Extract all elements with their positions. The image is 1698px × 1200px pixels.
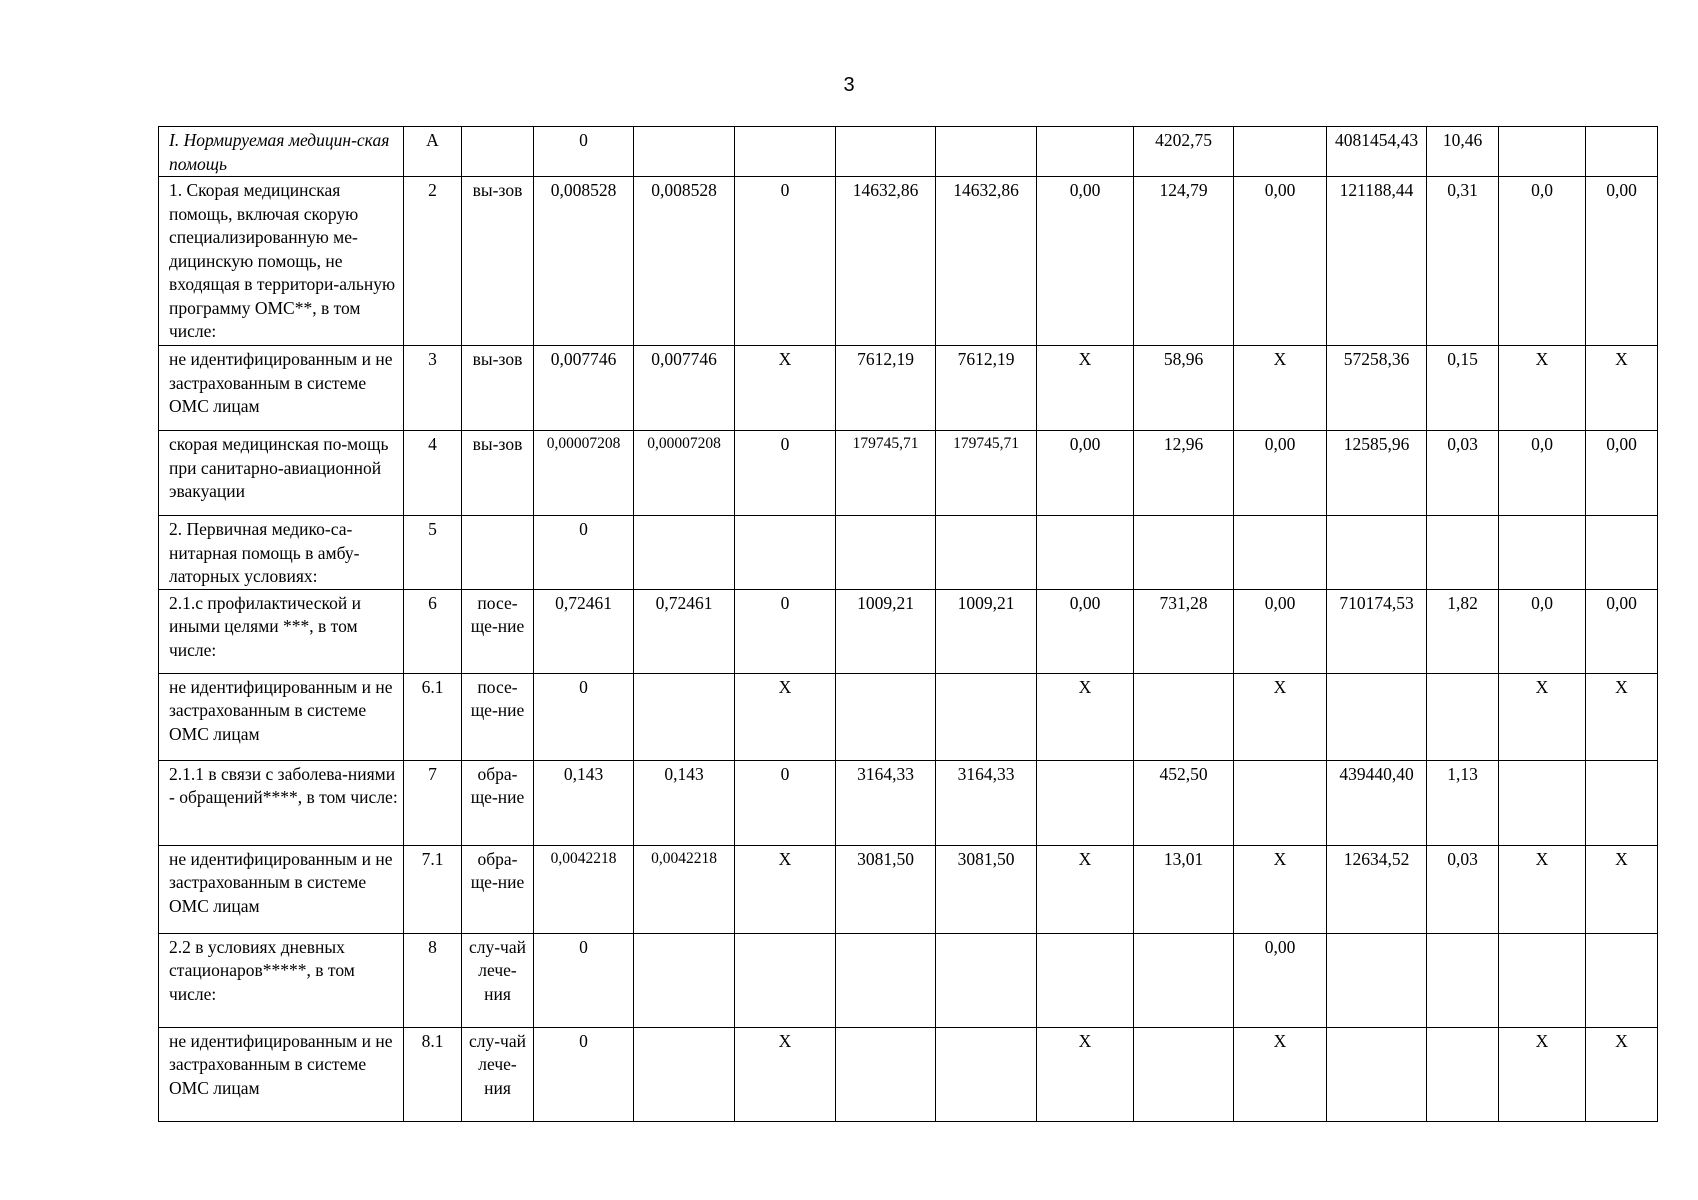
cell	[1134, 516, 1234, 590]
cell	[1327, 516, 1427, 590]
cell: 0,00	[1234, 431, 1327, 516]
row-unit: обра-ще-ние	[462, 845, 534, 933]
cell: 12,96	[1134, 431, 1234, 516]
cell: 58,96	[1134, 346, 1234, 431]
cell	[1586, 933, 1658, 1027]
cell: Х	[1037, 346, 1134, 431]
cell: 121188,44	[1327, 177, 1427, 346]
row-name: 2.1.1 в связи с заболева-ниями - обращений****, в том числе:	[159, 760, 404, 845]
cell: 12585,96	[1327, 431, 1427, 516]
cell: 57258,36	[1327, 346, 1427, 431]
cell: 7612,19	[836, 346, 936, 431]
cell: 7612,19	[936, 346, 1037, 431]
cell: 439440,40	[1327, 760, 1427, 845]
cell: 0	[735, 177, 836, 346]
cell	[1586, 760, 1658, 845]
row-unit	[462, 516, 534, 590]
cell	[936, 933, 1037, 1027]
row-code: 6.1	[404, 673, 462, 760]
table-row	[159, 1027, 1658, 1121]
row-unit: посе-ще-ние	[462, 589, 534, 673]
cell: 12634,52	[1327, 845, 1427, 933]
row-name: I. Нормируемая медицин-ская помощь	[159, 127, 404, 177]
cell: 0,00	[1586, 431, 1658, 516]
cell: 0,007746	[534, 346, 634, 431]
row-name: не идентифицированным и не застрахованным в системе ОМС лицам	[159, 346, 404, 431]
cell	[1234, 127, 1327, 177]
cell: 3164,33	[836, 760, 936, 845]
cell	[1427, 933, 1499, 1027]
cell: 0,00	[1586, 177, 1658, 346]
cell: 731,28	[1134, 589, 1234, 673]
page-number: 3	[843, 74, 855, 96]
row-code: 7.1	[404, 845, 462, 933]
cell	[1586, 127, 1658, 177]
cell	[1037, 516, 1134, 590]
cell	[1499, 933, 1586, 1027]
cell	[634, 516, 735, 590]
cell: 0	[735, 431, 836, 516]
cell: Х	[1234, 673, 1327, 760]
cell	[936, 127, 1037, 177]
table-row	[159, 177, 1658, 346]
cell: 3081,50	[836, 845, 936, 933]
cell: Х	[1499, 1027, 1586, 1121]
cell	[1499, 760, 1586, 845]
cell	[936, 673, 1037, 760]
volume-cost-table	[158, 126, 1658, 1122]
row-name: скорая медицинская по-мощь при санитарно-авиационной эвакуации	[159, 431, 404, 516]
cell: 4081454,43	[1327, 127, 1427, 177]
cell	[836, 673, 936, 760]
cell: Х	[1586, 673, 1658, 760]
cell: 0,143	[534, 760, 634, 845]
cell: 0	[534, 1027, 634, 1121]
cell: 0	[735, 589, 836, 673]
table-row	[159, 589, 1658, 673]
cell	[1427, 1027, 1499, 1121]
table-row	[159, 516, 1658, 590]
cell: 0,0042218	[534, 845, 634, 933]
row-unit	[462, 127, 534, 177]
cell: 0,00	[1234, 933, 1327, 1027]
cell: 0,0	[1499, 589, 1586, 673]
cell: 3081,50	[936, 845, 1037, 933]
cell: Х	[735, 346, 836, 431]
table-row	[159, 431, 1658, 516]
row-name: не идентифицированным и не застрахованным в системе ОМС лицам	[159, 845, 404, 933]
cell	[936, 1027, 1037, 1121]
cell: 10,46	[1427, 127, 1499, 177]
cell: Х	[1037, 845, 1134, 933]
cell: 710174,53	[1327, 589, 1427, 673]
cell	[1037, 760, 1134, 845]
row-unit: вы-зов	[462, 177, 534, 346]
cell: 452,50	[1134, 760, 1234, 845]
cell	[735, 127, 836, 177]
cell: Х	[735, 1027, 836, 1121]
cell: 0,0042218	[634, 845, 735, 933]
cell	[735, 516, 836, 590]
cell: 0	[534, 127, 634, 177]
row-code: 8.1	[404, 1027, 462, 1121]
cell: Х	[1586, 845, 1658, 933]
row-unit: посе-ще-ние	[462, 673, 534, 760]
cell	[1427, 516, 1499, 590]
cell: 1,13	[1427, 760, 1499, 845]
cell	[1134, 933, 1234, 1027]
cell: 0,008528	[634, 177, 735, 346]
cell	[1037, 933, 1134, 1027]
cell: 14632,86	[836, 177, 936, 346]
cell: 179745,71	[936, 431, 1037, 516]
row-unit: вы-зов	[462, 346, 534, 431]
row-name: 1. Скорая медицинская помощь, включая скорую специализированную ме-дицинскую помощь, не входящая в территори-альную программу ОМС**, в том числе:	[159, 177, 404, 346]
table-row	[159, 127, 1658, 177]
row-code: 3	[404, 346, 462, 431]
cell: 1009,21	[936, 589, 1037, 673]
cell: 0,00	[1234, 589, 1327, 673]
cell: Х	[1586, 1027, 1658, 1121]
cell	[1234, 760, 1327, 845]
cell: Х	[1234, 845, 1327, 933]
row-code: 4	[404, 431, 462, 516]
cell	[1327, 933, 1427, 1027]
cell	[836, 516, 936, 590]
cell: 0,00	[1037, 431, 1134, 516]
cell: 0,00007208	[634, 431, 735, 516]
cell	[1327, 673, 1427, 760]
cell	[1499, 127, 1586, 177]
cell: Х	[1499, 845, 1586, 933]
cell	[1427, 673, 1499, 760]
cell	[836, 127, 936, 177]
cell: Х	[1037, 1027, 1134, 1121]
cell	[634, 933, 735, 1027]
cell: 0,0	[1499, 177, 1586, 346]
row-code: 7	[404, 760, 462, 845]
row-name: не идентифицированным и не застрахованным в системе ОМС лицам	[159, 1027, 404, 1121]
cell: Х	[735, 845, 836, 933]
cell: 3164,33	[936, 760, 1037, 845]
cell: 0,03	[1427, 431, 1499, 516]
cell	[1586, 516, 1658, 590]
table-row	[159, 673, 1658, 760]
cell	[1234, 516, 1327, 590]
row-unit: слу-чай лече-ния	[462, 1027, 534, 1121]
row-unit: вы-зов	[462, 431, 534, 516]
cell: 1,82	[1427, 589, 1499, 673]
row-name: 2.2 в условиях дневных стационаров*****, в том числе:	[159, 933, 404, 1027]
cell: Х	[1234, 1027, 1327, 1121]
cell: 0,00	[1037, 589, 1134, 673]
table-row	[159, 760, 1658, 845]
cell: Х	[1499, 346, 1586, 431]
cell: 0,00	[1037, 177, 1134, 346]
cell: 0,008528	[534, 177, 634, 346]
cell: 0,15	[1427, 346, 1499, 431]
cell	[1327, 1027, 1427, 1121]
table-row	[159, 845, 1658, 933]
cell	[836, 1027, 936, 1121]
cell	[936, 516, 1037, 590]
cell	[1134, 1027, 1234, 1121]
cell	[634, 1027, 735, 1121]
cell: Х	[1499, 673, 1586, 760]
cell: 0,31	[1427, 177, 1499, 346]
cell: Х	[735, 673, 836, 760]
cell: Х	[1586, 346, 1658, 431]
cell: 0,72461	[634, 589, 735, 673]
cell: 0,007746	[634, 346, 735, 431]
cell	[836, 933, 936, 1027]
cell: 0,00	[1234, 177, 1327, 346]
row-code: 8	[404, 933, 462, 1027]
cell	[735, 933, 836, 1027]
row-code: 5	[404, 516, 462, 590]
cell: Х	[1037, 673, 1134, 760]
row-name: 2. Первичная медико-са-нитарная помощь в амбу-латорных условиях:	[159, 516, 404, 590]
cell: 14632,86	[936, 177, 1037, 346]
cell: 0	[534, 673, 634, 760]
cell	[634, 673, 735, 760]
cell: 0	[534, 516, 634, 590]
cell: 4202,75	[1134, 127, 1234, 177]
cell	[1499, 516, 1586, 590]
row-code: А	[404, 127, 462, 177]
cell: 13,01	[1134, 845, 1234, 933]
cell	[634, 127, 735, 177]
row-name: не идентифицированным и не застрахованным в системе ОМС лицам	[159, 673, 404, 760]
row-name: 2.1.с профилактической и иными целями ***, в том числе:	[159, 589, 404, 673]
cell: 0,00	[1586, 589, 1658, 673]
cell: 0,143	[634, 760, 735, 845]
cell: 0,00007208	[534, 431, 634, 516]
cell: 0,0	[1499, 431, 1586, 516]
table-row	[159, 933, 1658, 1027]
cell: 0	[534, 933, 634, 1027]
cell	[1037, 127, 1134, 177]
row-code: 6	[404, 589, 462, 673]
cell: 0,03	[1427, 845, 1499, 933]
cell: 124,79	[1134, 177, 1234, 346]
cell: 0,72461	[534, 589, 634, 673]
cell: 179745,71	[836, 431, 936, 516]
cell: Х	[1234, 346, 1327, 431]
row-unit: слу-чай лече-ния	[462, 933, 534, 1027]
table-row	[159, 346, 1658, 431]
cell: 0	[735, 760, 836, 845]
row-code: 2	[404, 177, 462, 346]
cell	[1134, 673, 1234, 760]
cell: 1009,21	[836, 589, 936, 673]
row-unit: обра-ще-ние	[462, 760, 534, 845]
